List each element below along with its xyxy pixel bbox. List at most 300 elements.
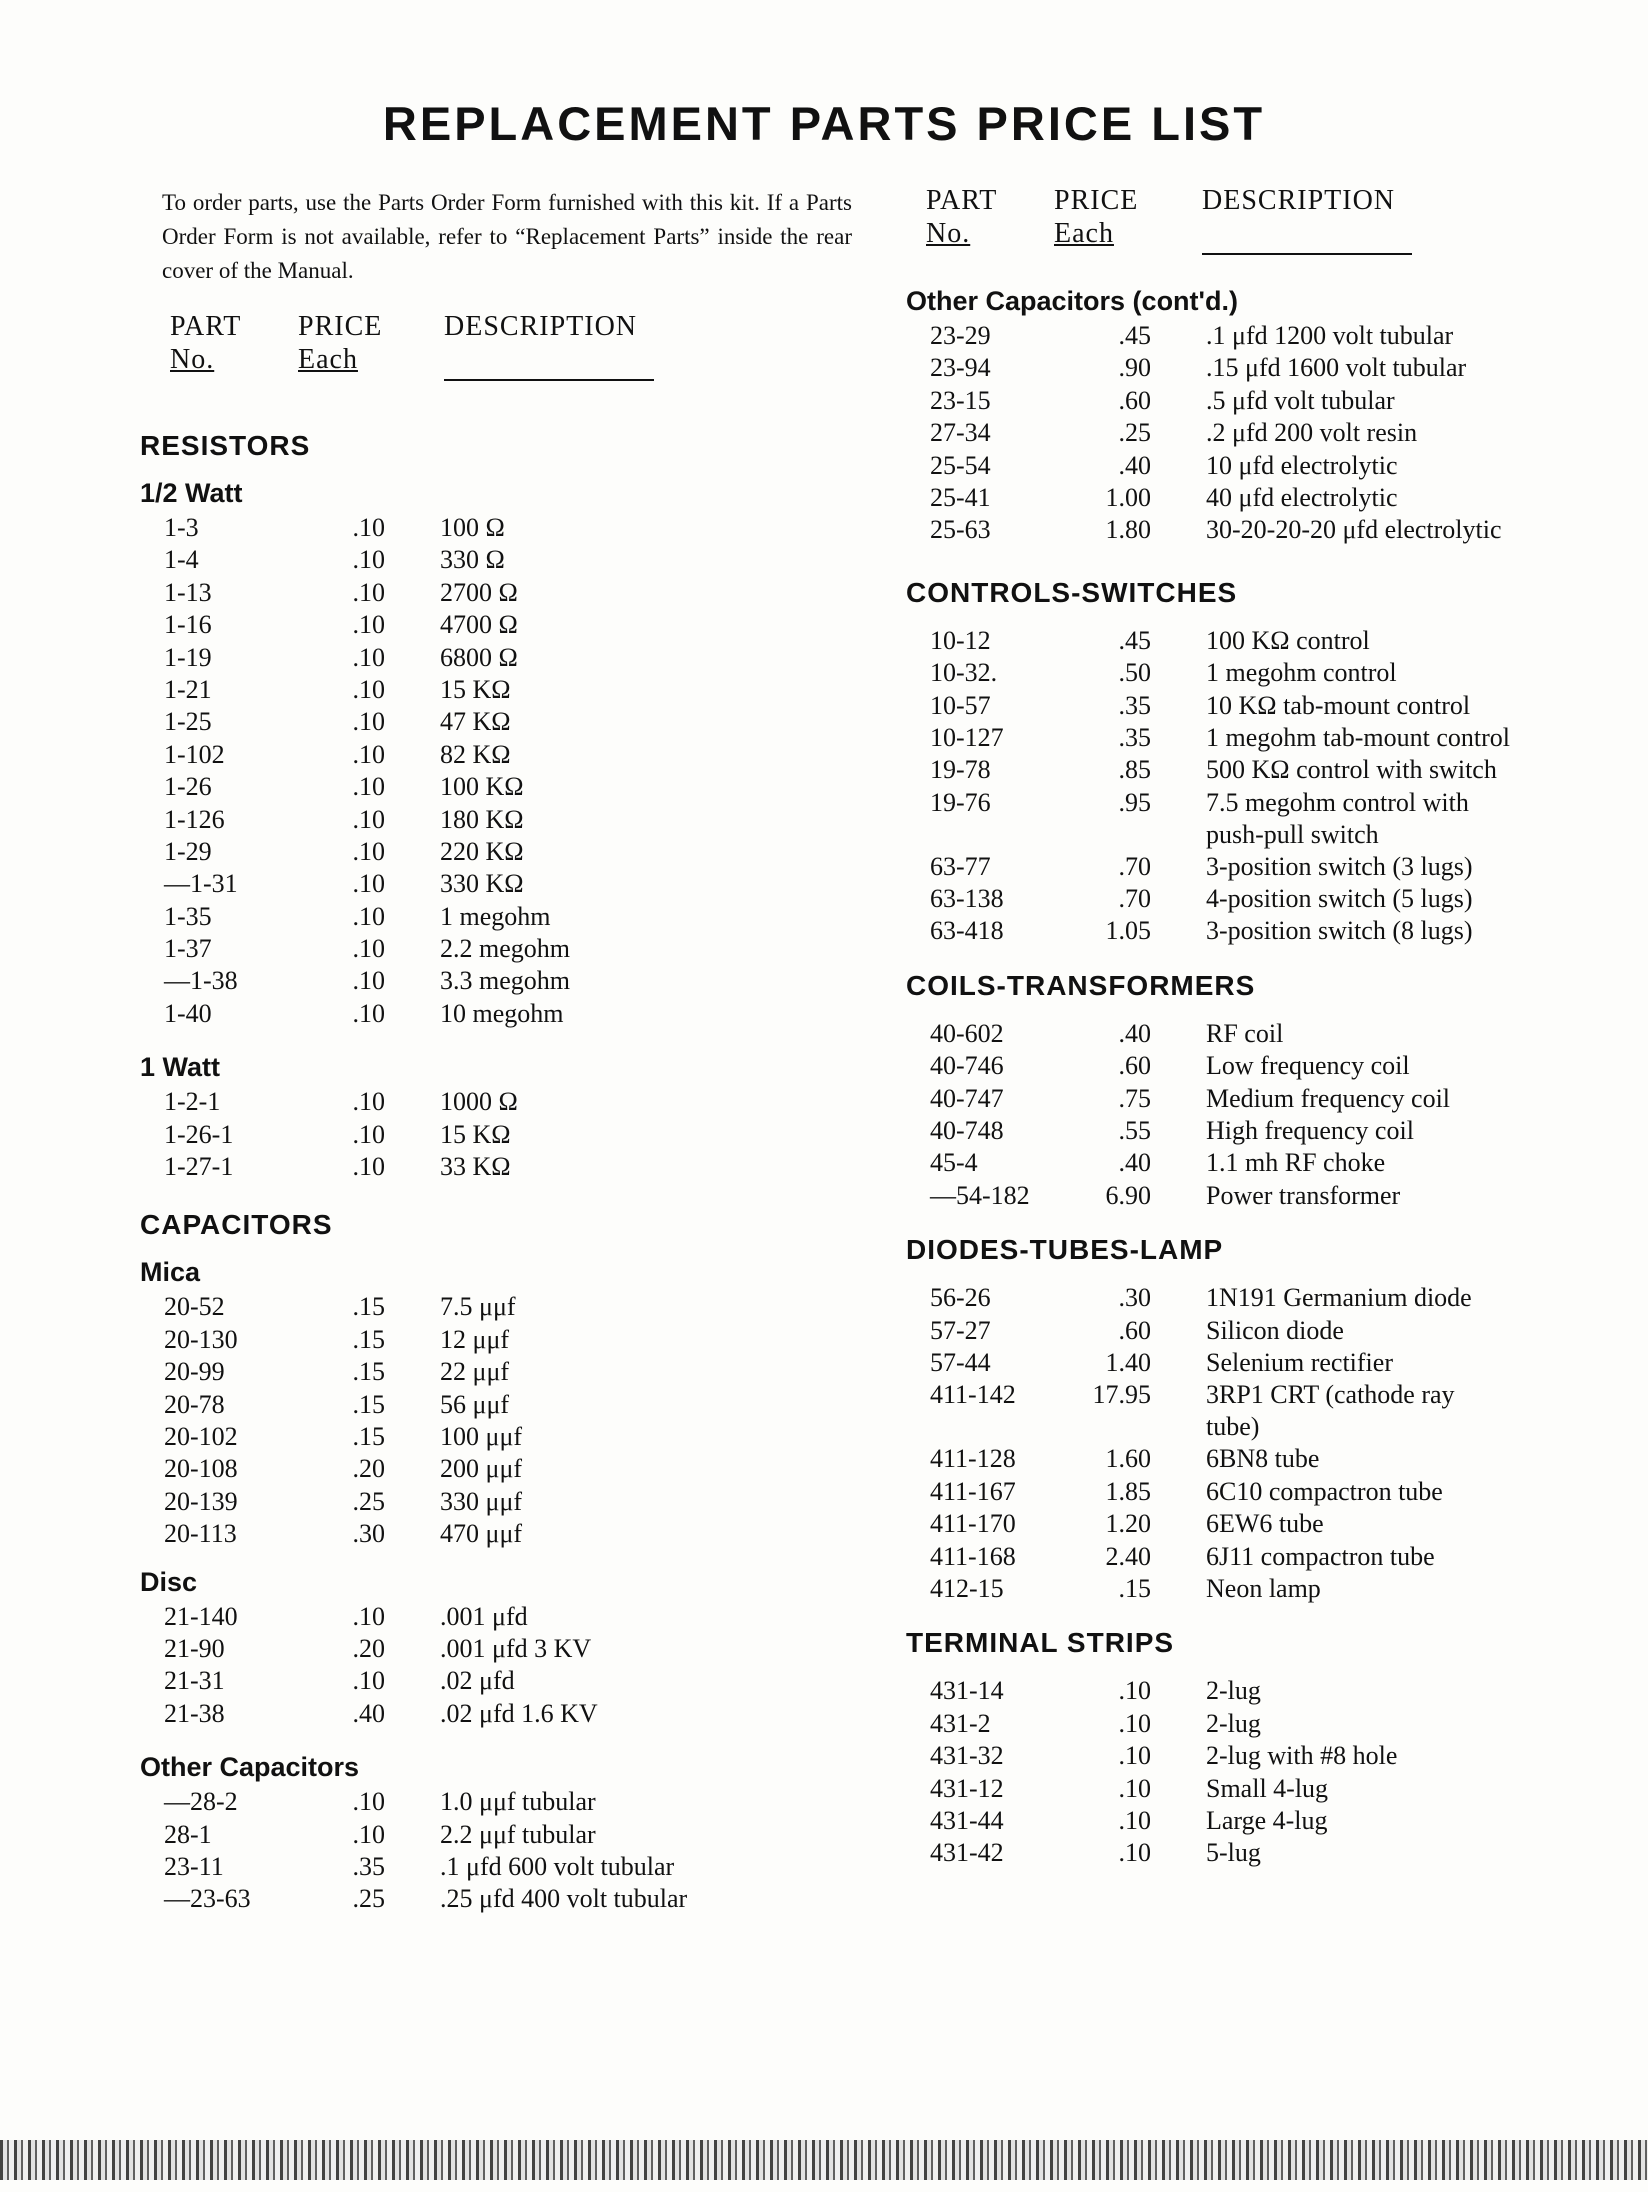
part-price: .15 — [352, 1324, 385, 1354]
part-price: .10 — [352, 610, 385, 640]
part-number: 21-38 — [164, 1698, 225, 1728]
right-column — [906, 184, 1626, 1870]
part-price: 1.60 — [1105, 1444, 1151, 1474]
part-number: 20-99 — [164, 1357, 225, 1387]
description-header: DESCRIPTION — [444, 310, 654, 381]
part-row — [906, 1115, 1626, 1147]
part-row — [906, 352, 1626, 384]
part-price: .35 — [352, 1851, 385, 1881]
subsection-other-capacitors-contd: Other Capacitors (cont'd.) — [906, 286, 1238, 316]
part-row — [140, 1518, 860, 1550]
part-row — [906, 417, 1626, 449]
part-description: 2.2 megohm — [440, 934, 570, 964]
part-price: .10 — [352, 998, 385, 1028]
part-row — [906, 1837, 1626, 1869]
part-price: .20 — [352, 1633, 385, 1663]
part-row — [906, 1443, 1626, 1475]
part-number: —28-2 — [164, 1787, 238, 1817]
part-price: .25 — [1118, 418, 1151, 448]
part-description: 100 KΩ control — [1206, 625, 1370, 655]
part-description: Power transformer — [1206, 1180, 1401, 1210]
section-title-diodes-tubes-lamp: DIODES-TUBES-LAMP — [906, 1234, 1224, 1266]
part-row — [906, 514, 1626, 546]
part-description: 82 KΩ — [440, 739, 511, 769]
parts-list — [906, 625, 1626, 948]
part-number: 1-27-1 — [164, 1152, 234, 1182]
part-row — [140, 739, 860, 771]
part-row — [140, 642, 860, 674]
part-price: .45 — [1118, 321, 1151, 350]
part-description: .001 μfd — [440, 1601, 528, 1631]
part-description: 3-position switch (3 lugs) — [1206, 851, 1473, 881]
part-number: 1-26-1 — [164, 1119, 234, 1149]
part-number: 56-26 — [930, 1283, 991, 1313]
part-row — [140, 1324, 860, 1356]
part-price: .85 — [1118, 755, 1151, 785]
section-title-terminal-strips: TERMINAL STRIPS — [906, 1627, 1175, 1659]
part-row — [140, 1453, 860, 1485]
parts-list — [906, 1675, 1626, 1869]
part-price: .95 — [1118, 787, 1151, 817]
part-description: 4-position switch (5 lugs) — [1206, 884, 1473, 914]
part-row — [906, 657, 1626, 689]
part-price: .10 — [352, 642, 385, 672]
part-no-header: PART No. — [170, 311, 242, 375]
part-description: 1 megohm tab-mount control — [1206, 722, 1511, 752]
part-row — [140, 1601, 860, 1633]
part-row — [906, 482, 1626, 514]
part-row — [140, 1086, 860, 1118]
part-price: .20 — [352, 1454, 385, 1484]
part-price: .55 — [1118, 1116, 1151, 1146]
part-description: .25 μfd 400 volt tubular — [440, 1884, 688, 1914]
part-description: 100 KΩ — [440, 772, 524, 802]
part-price: .10 — [352, 901, 385, 931]
part-description: 6BN8 tube — [1206, 1444, 1320, 1474]
part-number: 20-108 — [164, 1454, 238, 1484]
description-header: DESCRIPTION — [1202, 184, 1412, 255]
part-price: .40 — [1118, 1018, 1151, 1048]
part-description: 220 KΩ — [440, 836, 524, 866]
part-description: .001 μfd 3 KV — [440, 1633, 592, 1663]
part-number: 40-747 — [930, 1083, 1004, 1113]
part-row — [906, 1180, 1626, 1212]
part-number: 63-138 — [930, 884, 1004, 914]
intro-paragraph: To order parts, use the Parts Order Form furnished with this kit. If a Parts Order Form is not available, refer to “Replacement Parts” inside the rear cover of the Manual. — [162, 190, 852, 283]
section-title-controls-switches: CONTROLS-SWITCHES — [906, 576, 1238, 608]
part-row — [140, 1389, 860, 1421]
part-price: .10 — [1118, 1708, 1151, 1738]
part-description: 1000 Ω — [440, 1087, 518, 1117]
part-price: .10 — [352, 545, 385, 575]
part-description: 1.0 μμf tubular — [440, 1787, 596, 1817]
part-description: Low frequency coil — [1206, 1051, 1410, 1081]
part-price: .10 — [352, 1087, 385, 1117]
part-description: .02 μfd 1.6 KV — [440, 1698, 598, 1728]
part-row — [906, 883, 1626, 915]
part-number: —1-31 — [164, 869, 238, 899]
part-number: 1-35 — [164, 901, 212, 931]
part-row — [906, 320, 1626, 352]
parts-list — [906, 320, 1626, 547]
part-description: 7.5 μμf — [440, 1292, 516, 1322]
part-description: 6J11 compactron tube — [1206, 1541, 1435, 1571]
section-title-resistors: RESISTORS — [140, 430, 311, 461]
part-number: 411-128 — [930, 1444, 1016, 1474]
parts-list — [140, 1086, 860, 1183]
part-row — [140, 577, 860, 609]
part-number: 25-41 — [930, 482, 991, 512]
part-description: 1 megohm — [440, 901, 551, 931]
part-description: RF coil — [1206, 1018, 1284, 1048]
part-description: 180 KΩ — [440, 804, 524, 834]
part-description: 47 KΩ — [440, 707, 511, 737]
part-row — [906, 1773, 1626, 1805]
part-row — [906, 1740, 1626, 1772]
part-number: 1-4 — [164, 545, 199, 575]
part-description: Small 4-lug — [1206, 1773, 1329, 1803]
part-number: 21-90 — [164, 1633, 225, 1663]
part-price: .50 — [1118, 658, 1151, 688]
part-description: 30-20-20-20 μfd electrolytic — [1206, 515, 1502, 545]
parts-list — [140, 1786, 860, 1916]
part-number: 431-44 — [930, 1805, 1004, 1835]
part-number: 1-26 — [164, 772, 212, 802]
part-description: 1.1 mh RF choke — [1206, 1148, 1386, 1178]
part-number: 40-602 — [930, 1018, 1004, 1048]
part-number: 23-11 — [164, 1851, 224, 1881]
part-row — [906, 1147, 1626, 1179]
part-description: 56 μμf — [440, 1389, 510, 1419]
part-number: 1-16 — [164, 610, 212, 640]
part-price: .90 — [1118, 353, 1151, 383]
part-price: .10 — [352, 836, 385, 866]
part-price: .10 — [352, 739, 385, 769]
part-price: .15 — [352, 1292, 385, 1322]
part-description: 6800 Ω — [440, 642, 518, 672]
part-row — [140, 771, 860, 803]
part-price: .10 — [352, 674, 385, 704]
part-number: 431-2 — [930, 1708, 991, 1738]
part-row — [140, 1151, 860, 1183]
part-row — [906, 1476, 1626, 1508]
subsection-mica: Mica — [140, 1257, 201, 1288]
part-number: 431-42 — [930, 1838, 1004, 1868]
part-row — [906, 1805, 1626, 1837]
part-row — [906, 1315, 1626, 1347]
part-number: 1-37 — [164, 934, 212, 964]
part-number: 1-13 — [164, 577, 212, 607]
parts-list — [140, 1291, 860, 1550]
part-price: 17.95 — [1092, 1380, 1151, 1410]
parts-list — [906, 1282, 1626, 1605]
part-price: .10 — [352, 869, 385, 899]
part-description: .15 μfd 1600 volt tubular — [1206, 353, 1467, 383]
part-price: 1.80 — [1105, 515, 1151, 545]
part-description: 1 megohm control — [1206, 658, 1397, 688]
part-number: 23-15 — [930, 385, 991, 415]
price-each-header: PRICE Each — [1054, 185, 1139, 249]
part-description: High frequency coil — [1206, 1116, 1414, 1146]
section-title-capacitors: CAPACITORS — [140, 1209, 333, 1241]
part-description: Neon lamp — [1206, 1573, 1321, 1603]
part-price: .10 — [352, 1666, 385, 1696]
part-price: 1.40 — [1105, 1347, 1151, 1377]
part-description: Medium frequency coil — [1206, 1083, 1451, 1113]
part-price: 1.00 — [1105, 482, 1151, 512]
part-number: 19-78 — [930, 755, 991, 785]
parts-list — [906, 1018, 1626, 1212]
part-description: 6EW6 tube — [1206, 1509, 1324, 1539]
part-number: 20-52 — [164, 1292, 225, 1322]
part-row — [140, 1421, 860, 1453]
part-description: 3-position switch (8 lugs) — [1206, 916, 1473, 946]
part-description: 15 KΩ — [440, 674, 511, 704]
part-number: 27-34 — [930, 418, 991, 448]
part-row — [140, 1486, 860, 1518]
part-number: 63-77 — [930, 851, 991, 881]
part-number: 431-12 — [930, 1773, 1004, 1803]
part-row — [906, 450, 1626, 482]
part-row — [140, 998, 860, 1030]
part-number: 411-167 — [930, 1476, 1016, 1506]
part-row — [140, 965, 860, 997]
scan-edge-artifact — [0, 2140, 1648, 2180]
part-row — [906, 690, 1626, 722]
part-price: 2.40 — [1105, 1541, 1151, 1571]
part-price: .15 — [352, 1421, 385, 1451]
part-description: 40 μfd electrolytic — [1206, 482, 1398, 512]
part-number: 411-142 — [930, 1380, 1016, 1410]
part-row — [140, 512, 860, 544]
part-number: 40-748 — [930, 1116, 1004, 1146]
part-row — [140, 1665, 860, 1697]
part-description: 22 μμf — [440, 1357, 510, 1387]
part-price: .30 — [1118, 1283, 1151, 1313]
part-row — [140, 1291, 860, 1323]
part-number: 20-102 — [164, 1421, 238, 1451]
part-price: .15 — [1118, 1573, 1151, 1603]
parts-list — [140, 512, 860, 1030]
part-price: .45 — [1118, 625, 1151, 655]
part-row — [140, 1851, 860, 1883]
part-number: —54-182 — [930, 1180, 1030, 1210]
part-price: .10 — [1118, 1676, 1151, 1706]
part-row — [906, 1541, 1626, 1573]
part-number: 20-113 — [164, 1519, 237, 1549]
part-description: 470 μμf — [440, 1519, 523, 1549]
part-price: .10 — [352, 804, 385, 834]
part-price: 1.85 — [1105, 1476, 1151, 1506]
part-row — [140, 1356, 860, 1388]
part-row — [140, 1698, 860, 1730]
part-description: 500 KΩ control with switch — [1206, 755, 1497, 785]
part-number: 1-102 — [164, 739, 225, 769]
part-price: .25 — [352, 1486, 385, 1516]
part-price: .60 — [1118, 1315, 1151, 1345]
subsection-other-capacitors: Other Capacitors — [140, 1752, 360, 1783]
part-description: 6C10 compactron tube — [1206, 1476, 1443, 1506]
part-description: 33 KΩ — [440, 1152, 511, 1182]
part-number: 25-54 — [930, 450, 991, 480]
part-number: 1-29 — [164, 836, 212, 866]
part-row — [906, 385, 1626, 417]
part-description: .1 μfd 1200 volt tubular — [1206, 321, 1454, 350]
part-number: 20-130 — [164, 1324, 238, 1354]
part-row — [140, 1633, 860, 1665]
part-number: 1-40 — [164, 998, 212, 1028]
part-price: .75 — [1118, 1083, 1151, 1113]
section-title-coils-transformers: COILS-TRANSFORMERS — [906, 969, 1256, 1001]
part-price: .15 — [352, 1357, 385, 1387]
part-price: .10 — [1118, 1773, 1151, 1803]
part-price: .10 — [1118, 1741, 1151, 1771]
part-description: 10 megohm — [440, 998, 564, 1028]
part-price: .70 — [1118, 884, 1151, 914]
part-description: 330 KΩ — [440, 869, 524, 899]
part-number: 1-126 — [164, 804, 225, 834]
part-description: 2-lug — [1206, 1676, 1261, 1706]
part-row — [906, 722, 1626, 754]
part-row — [140, 1786, 860, 1818]
part-price: 1.05 — [1105, 916, 1151, 946]
part-number: 10-12 — [930, 625, 991, 655]
part-description: 7.5 megohm control with — [1206, 787, 1469, 817]
part-description: 1N191 Germanium diode — [1206, 1283, 1472, 1313]
part-price: .30 — [352, 1519, 385, 1549]
part-price: .10 — [352, 772, 385, 802]
part-description: .02 μfd — [440, 1666, 515, 1696]
part-number: 25-63 — [930, 515, 991, 545]
part-number: 1-2-1 — [164, 1087, 221, 1117]
part-row — [906, 851, 1626, 883]
part-description: 5-lug — [1206, 1838, 1261, 1868]
part-price: 1.20 — [1105, 1509, 1151, 1539]
part-number: 10-127 — [930, 722, 1004, 752]
part-number: 10-32. — [930, 658, 998, 688]
part-row — [906, 1083, 1626, 1115]
part-price: .10 — [352, 1787, 385, 1817]
part-number: 1-25 — [164, 707, 212, 737]
part-description: .1 μfd 600 volt tubular — [440, 1851, 675, 1881]
part-number: —23-63 — [164, 1884, 251, 1914]
part-price: .35 — [1118, 690, 1151, 720]
part-price: .10 — [352, 513, 385, 542]
part-row — [140, 1883, 860, 1915]
part-row — [906, 1675, 1626, 1707]
part-row — [906, 1573, 1626, 1605]
part-row — [906, 1050, 1626, 1082]
part-number: 63-418 — [930, 916, 1004, 946]
part-price: .40 — [352, 1698, 385, 1728]
part-number: 23-29 — [930, 321, 991, 350]
part-number: 40-746 — [930, 1051, 1004, 1081]
part-description: 12 μμf — [440, 1324, 510, 1354]
part-row — [140, 1119, 860, 1151]
part-price: .10 — [352, 577, 385, 607]
part-row — [906, 1508, 1626, 1540]
part-row — [906, 1347, 1626, 1379]
subsection-half-watt: 1/2 Watt — [140, 478, 243, 508]
part-row — [140, 836, 860, 868]
column-header — [906, 184, 1626, 282]
part-price: .10 — [1118, 1838, 1151, 1868]
part-row — [140, 868, 860, 900]
part-number: 412-15 — [930, 1573, 1004, 1603]
part-row — [140, 901, 860, 933]
part-description: 2-lug with #8 hole — [1206, 1741, 1398, 1771]
part-number: 411-168 — [930, 1541, 1016, 1571]
part-price: .40 — [1118, 450, 1151, 480]
part-price: .10 — [352, 934, 385, 964]
part-row — [906, 625, 1626, 657]
part-description: 330 μμf — [440, 1486, 523, 1516]
part-price: .10 — [352, 1119, 385, 1149]
part-number: 1-21 — [164, 674, 212, 704]
part-number: 21-140 — [164, 1601, 238, 1631]
part-price: .60 — [1118, 1051, 1151, 1081]
part-number: 45-4 — [930, 1148, 978, 1178]
part-number: 20-78 — [164, 1389, 225, 1419]
part-number: 19-76 — [930, 787, 991, 817]
part-description: Large 4-lug — [1206, 1805, 1328, 1835]
part-description: 100 μμf — [440, 1421, 523, 1451]
part-description-continued: push-pull switch — [1206, 819, 1379, 849]
part-no-header: PART No. — [926, 185, 998, 249]
part-number: 411-170 — [930, 1509, 1016, 1539]
part-number: 57-44 — [930, 1347, 991, 1377]
part-description: 3.3 megohm — [440, 966, 570, 996]
part-number: 431-14 — [930, 1676, 1004, 1706]
part-number: 21-31 — [164, 1666, 225, 1696]
part-number: 28-1 — [164, 1819, 212, 1849]
part-row — [906, 915, 1626, 947]
part-number: 20-139 — [164, 1486, 238, 1516]
part-description: 3RP1 CRT (cathode ray — [1206, 1380, 1455, 1410]
part-price: .10 — [352, 1819, 385, 1849]
part-description: 330 Ω — [440, 545, 505, 575]
part-number: 1-3 — [164, 513, 199, 542]
part-description: 10 μfd electrolytic — [1206, 450, 1398, 480]
left-column — [140, 310, 860, 1916]
part-price: 6.90 — [1105, 1180, 1151, 1210]
part-row — [906, 1018, 1626, 1050]
part-row — [140, 706, 860, 738]
part-row — [140, 804, 860, 836]
part-description: 2.2 μμf tubular — [440, 1819, 596, 1849]
part-number: 23-94 — [930, 353, 991, 383]
part-row — [906, 787, 1626, 851]
part-number: 1-19 — [164, 642, 212, 672]
part-row — [140, 544, 860, 576]
part-row — [140, 609, 860, 641]
part-price: .35 — [1118, 722, 1151, 752]
part-description-continued: tube) — [1206, 1412, 1260, 1442]
part-description: 15 KΩ — [440, 1119, 511, 1149]
page-title: REPLACEMENT PARTS PRICE LIST — [382, 97, 1266, 150]
part-price: .10 — [352, 1601, 385, 1631]
subsection-one-watt: 1 Watt — [140, 1052, 220, 1083]
part-number: —1-38 — [164, 966, 238, 996]
part-description: Silicon diode — [1206, 1315, 1344, 1345]
part-row — [140, 674, 860, 706]
part-description: 4700 Ω — [440, 610, 518, 640]
price-each-header: PRICE Each — [298, 311, 383, 375]
part-description: Selenium rectifier — [1206, 1347, 1393, 1377]
part-description: .5 μfd volt tubular — [1206, 385, 1395, 415]
part-price: .10 — [352, 966, 385, 996]
part-number: 431-32 — [930, 1741, 1004, 1771]
